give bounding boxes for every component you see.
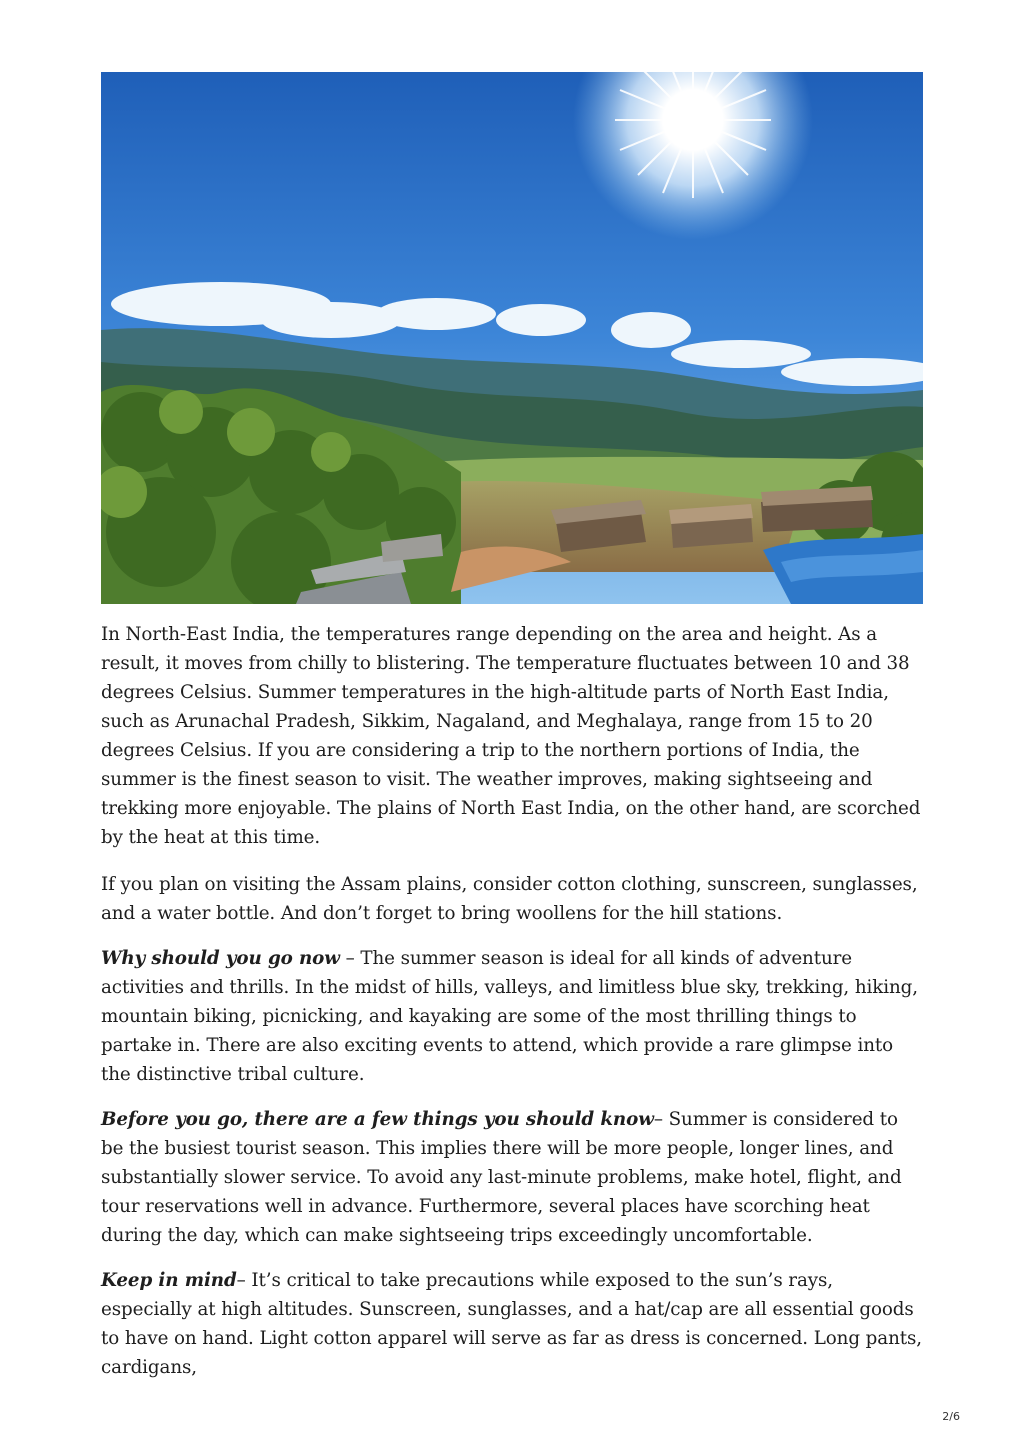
paragraph-text: In North-East India, the temperatures range depending on the area and height. As a result, it moves from chilly to blistering. The temperature fluctuates between 10 and 38 degrees Celsius. Summer temperatures in the high-altitude parts of North East India, such as Arunachal Pradesh, Sikkim, Nagaland, and Meghalaya, range from 15 to 20 degrees Celsius. If you are considering a trip to the northern portions of India, the summer is the finest season to visit. The weather improves, making sightseeing and trekking more enjoyable. The plains of North East India, on the other hand, are scorched by the heat at this time. — [101, 624, 921, 848]
paragraph-text: – Summer is considered to be the busiest tourist season. This implies there will be more people, longer lines, and substantially slower service. To avoid any last-minute problems, make hotel, flight, and tour reservations well in advance. Furthermore, several places have scorching heat during the day, which can make sightseeing trips exceedingly uncomfortable. — [101, 1109, 902, 1246]
paragraph-lead: Keep in mind — [101, 1270, 237, 1291]
hero-photo — [101, 72, 923, 604]
paragraph-text: – The summer season is ideal for all kinds of adventure activities and thrills. In the midst of hills, valleys, and limitless blue sky, trekking, hiking, mountain biking, picnicking, and kayaking are some of the most thrilling things to partake in. There are also exciting events to attend, which provide a rare glimpse into the distinctive tribal culture. — [101, 948, 918, 1085]
paragraph-text: If you plan on visiting the Assam plains, consider cotton clothing, sunscreen, sunglasses, and a water bottle. And don’t forget to bring woollens for the hill stations. — [101, 874, 918, 924]
paragraph-lead: Why should you go now — [101, 948, 340, 969]
paragraph-lead: Before you go, there are a few things you should know — [101, 1109, 654, 1130]
paragraph-text: – It’s critical to take precautions while exposed to the sun’s rays, especially at high altitudes. Sunscreen, sunglasses, and a hat/cap are all essential goods to have on hand. Light cotton apparel will serve as far as dress is concerned. Long pants, cardigans, — [101, 1270, 922, 1378]
sunny-mountain-valley-village-icon — [101, 72, 923, 604]
paragraph-why-go-now — [101, 944, 923, 1089]
paragraph-packing-tips — [101, 870, 923, 928]
page-number: 2/6 — [942, 1410, 960, 1423]
paragraph-keep-in-mind — [101, 1266, 923, 1382]
article-body — [101, 620, 923, 1398]
paragraph-before-you-go — [101, 1105, 923, 1250]
paragraph-temperatures — [101, 620, 923, 852]
